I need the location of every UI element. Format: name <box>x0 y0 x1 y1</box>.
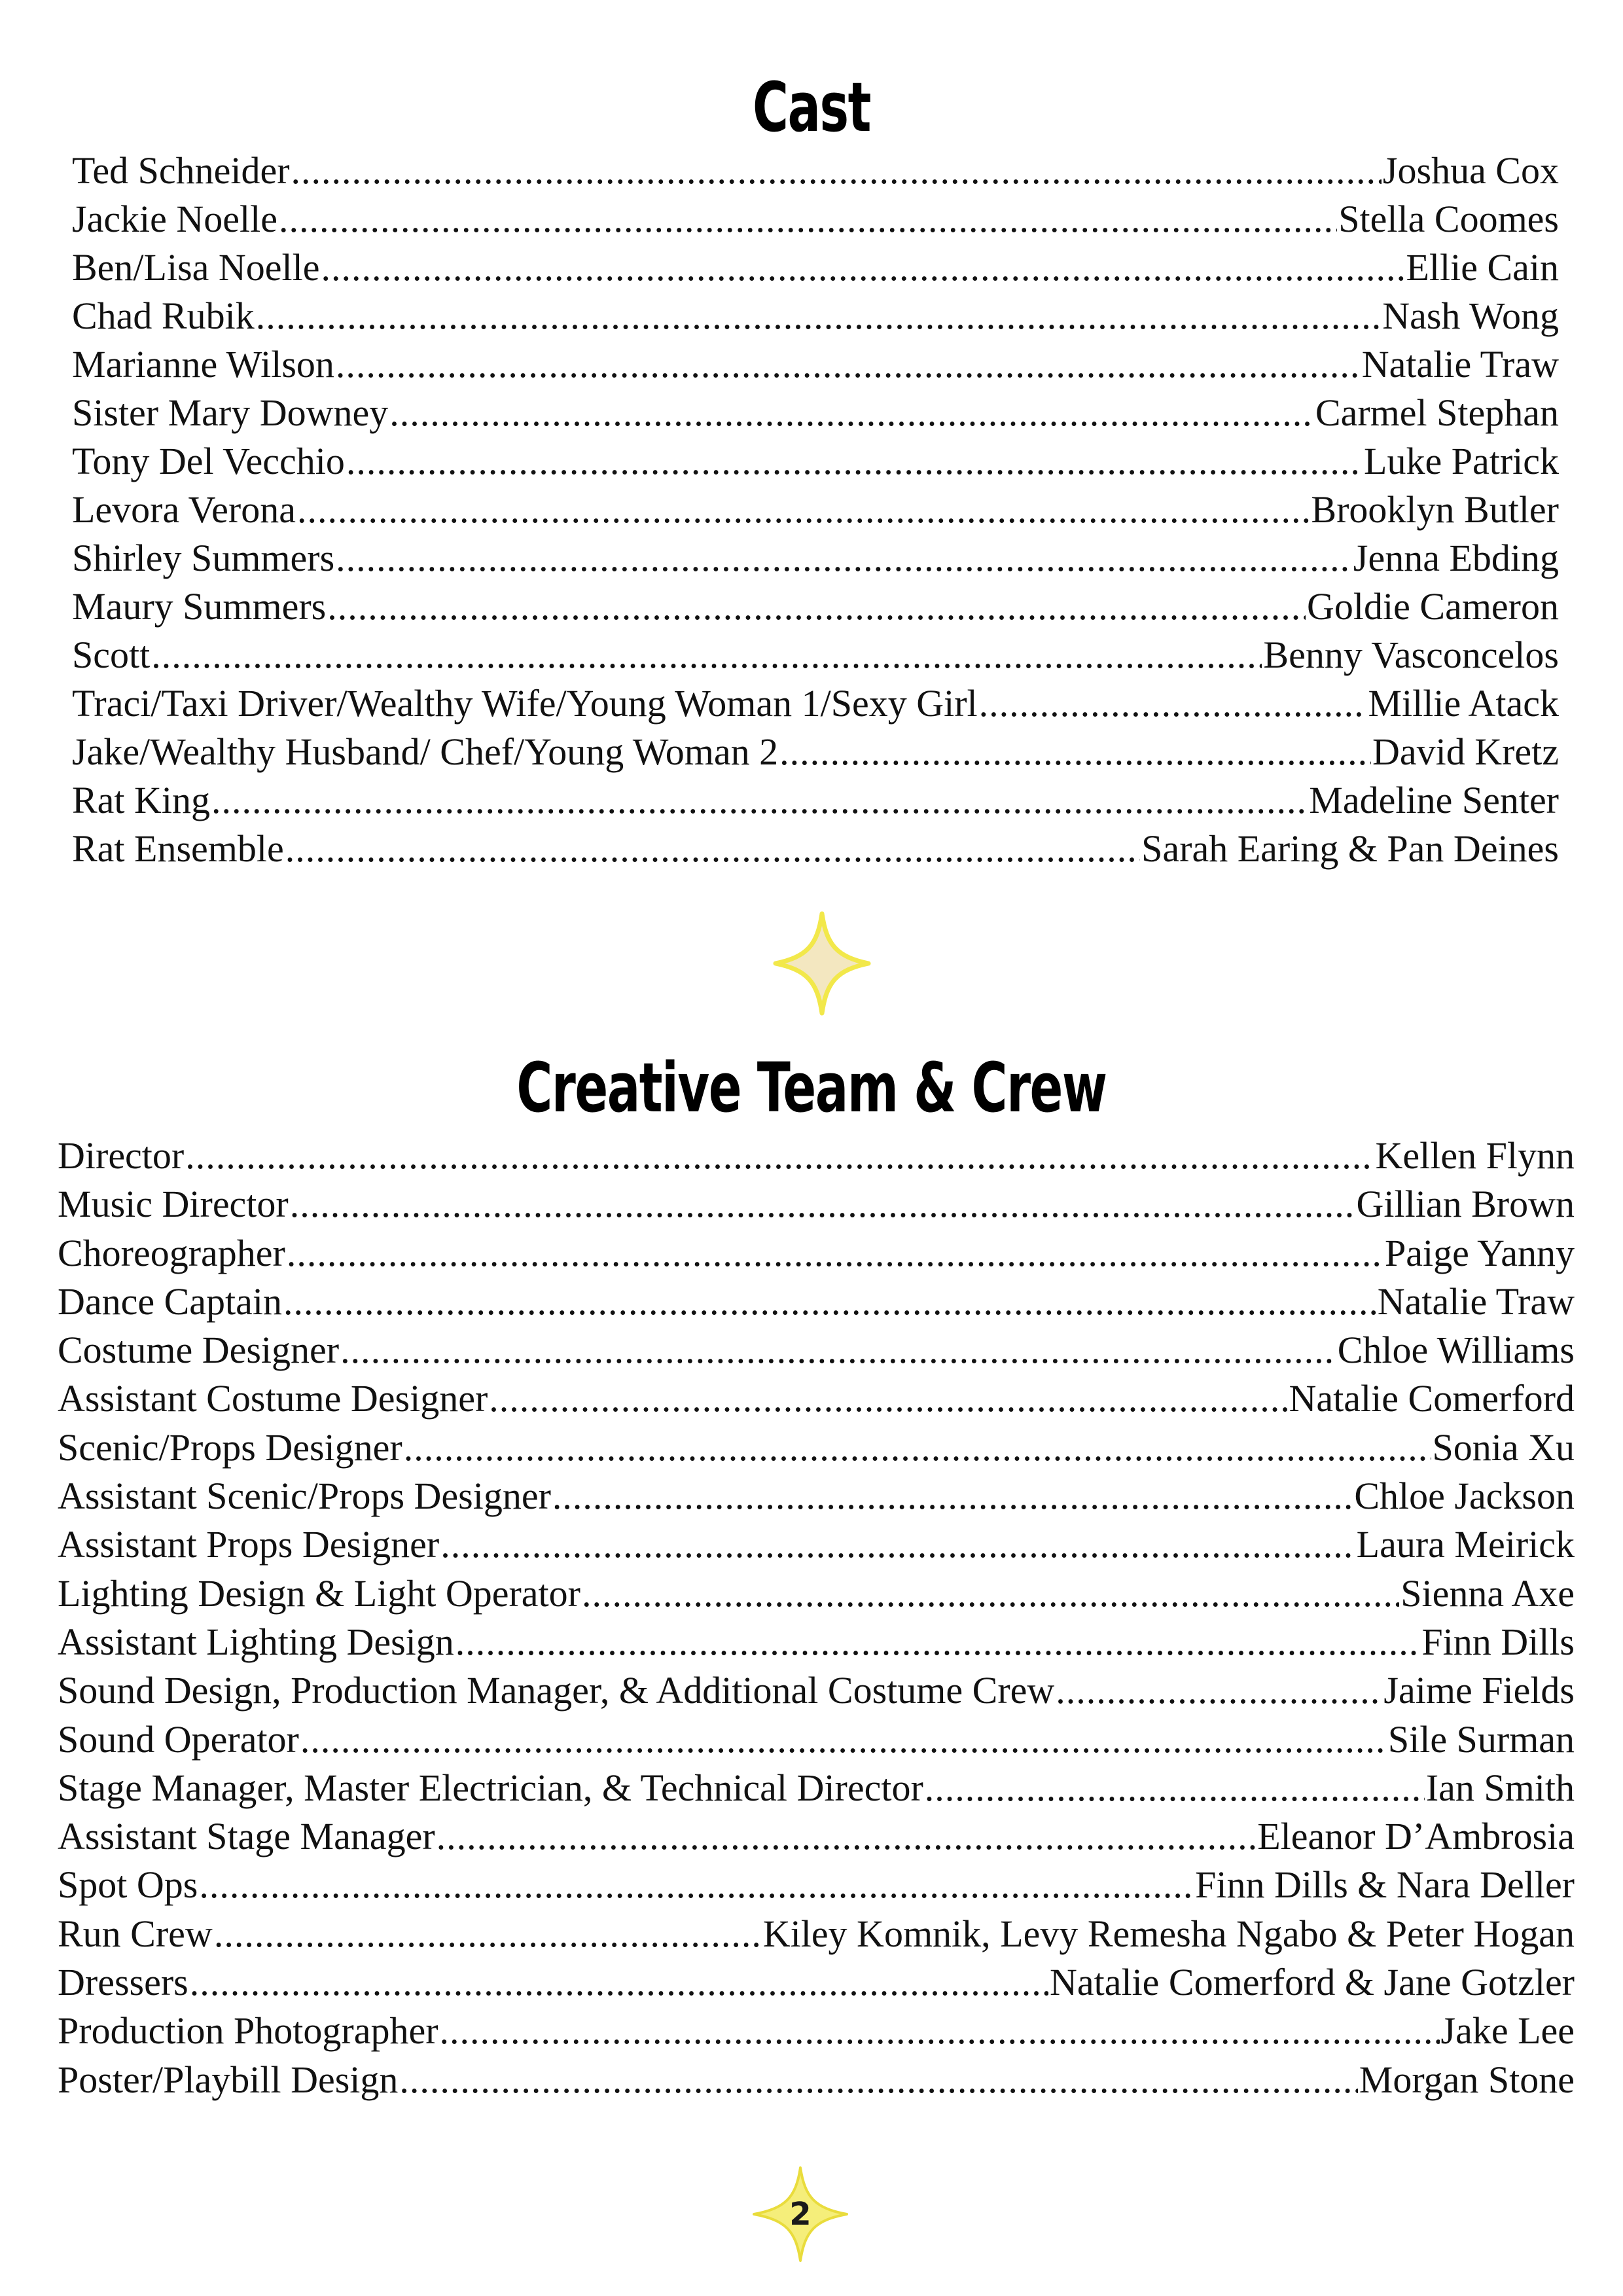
credit-role: Costume Designer <box>58 1329 340 1372</box>
credit-name: Millie Atack <box>1368 682 1559 725</box>
dot-leader <box>256 292 1382 340</box>
credit-role: Chad Rubik <box>72 295 255 337</box>
credit-name: Natalie Traw <box>1361 343 1559 386</box>
dot-leader <box>399 2056 1357 2104</box>
credit-name: Paige Yanny <box>1384 1231 1575 1274</box>
credit-name: Sile Surman <box>1387 1717 1575 1761</box>
dot-leader <box>185 1132 1374 1180</box>
credit-name: Natalie Traw <box>1377 1280 1575 1323</box>
dot-leader <box>321 243 1405 292</box>
credit-row <box>72 728 1559 776</box>
credit-row <box>72 486 1559 534</box>
credit-name: Jaime Fields <box>1383 1669 1575 1712</box>
credit-role: Ben/Lisa Noelle <box>72 246 320 289</box>
credit-row <box>58 1812 1575 1861</box>
credit-role: Rat Ensemble <box>72 827 284 870</box>
dot-leader <box>455 1618 1421 1666</box>
credit-name: Benny Vasconcelos <box>1263 634 1559 676</box>
dot-leader <box>291 147 1382 195</box>
credit-name: Finn Dills <box>1421 1620 1575 1663</box>
dot-leader <box>297 486 1310 534</box>
credit-row <box>72 195 1559 243</box>
dot-leader <box>437 1812 1257 1861</box>
credit-role: Music Director <box>58 1183 289 1226</box>
credit-row <box>58 1958 1575 2007</box>
credit-role: Sound Design, Production Manager, & Additional Costume Crew <box>58 1669 1055 1712</box>
credit-role: Shirley Summers <box>72 537 335 579</box>
dot-leader <box>1056 1666 1382 1715</box>
credit-row <box>58 1374 1575 1423</box>
dot-leader <box>440 2007 1440 2055</box>
credit-role: Dance Captain <box>58 1280 283 1323</box>
credit-name: Kellen Flynn <box>1375 1134 1575 1177</box>
credit-name: Stella Coomes <box>1338 198 1559 240</box>
credit-row <box>58 1180 1575 1229</box>
credit-row <box>58 1229 1575 1278</box>
dot-leader <box>440 1520 1355 1569</box>
credit-role: Jake/Wealthy Husband/ Chef/Young Woman 2 <box>72 730 779 773</box>
credit-name: Gillian Brown <box>1356 1183 1575 1226</box>
credit-name: Laura Meirick <box>1356 1523 1575 1566</box>
credit-row <box>58 1132 1575 1180</box>
credit-name: Nash Wong <box>1382 295 1559 337</box>
credit-role: Scott <box>72 634 151 676</box>
credit-role: Tony Del Vecchio <box>72 440 345 482</box>
credit-role: Traci/Taxi Driver/Wealthy Wife/Young Woman 1/Sexy Girl <box>72 682 978 725</box>
dot-leader <box>290 1180 1355 1229</box>
dot-leader <box>346 437 1363 486</box>
credit-row <box>58 2056 1575 2104</box>
credit-name: Kiley Komnik, Levy Remesha Ngabo & Peter Hogan <box>762 1912 1575 1955</box>
credit-name: Jenna Ebding <box>1353 537 1559 579</box>
credit-role: Spot Ops <box>58 1863 198 1907</box>
dot-leader <box>300 1715 1387 1764</box>
dot-leader <box>199 1861 1194 1909</box>
credit-row <box>58 1666 1575 1715</box>
credit-role: Poster/Playbill Design <box>58 2058 399 2101</box>
credit-row <box>72 534 1559 583</box>
credit-row <box>72 825 1559 873</box>
dot-leader <box>925 1764 1425 1812</box>
credit-name: Sonia Xu <box>1432 1426 1575 1469</box>
credit-role: Rat King <box>72 779 211 821</box>
credit-role: Marianne Wilson <box>72 343 334 386</box>
dot-leader <box>211 776 1308 825</box>
credit-row <box>58 1424 1575 1472</box>
dot-leader <box>214 1910 762 1958</box>
credit-row <box>72 679 1559 728</box>
credit-name: Eleanor D’Ambrosia <box>1257 1815 1575 1858</box>
credit-role: Production Photographer <box>58 2009 438 2053</box>
credit-role: Sound Operator <box>58 1717 299 1761</box>
dot-leader <box>552 1472 1353 1520</box>
credit-row <box>58 1861 1575 1909</box>
credit-role: Ted Schneider <box>72 149 290 192</box>
cast-list <box>72 147 1559 873</box>
credit-row <box>58 1764 1575 1812</box>
credit-role: Assistant Props Designer <box>58 1523 440 1566</box>
credit-row <box>58 2007 1575 2055</box>
credit-name: Carmel Stephan <box>1315 391 1559 434</box>
credit-row <box>72 292 1559 340</box>
credit-role: Levora Verona <box>72 488 296 531</box>
credit-row <box>72 340 1559 389</box>
crew-heading: Creative Team & Crew <box>516 1048 1107 1128</box>
dot-leader <box>287 1229 1383 1278</box>
credit-role: Assistant Lighting Design <box>58 1620 454 1663</box>
credit-name: Natalie Comerford <box>1289 1377 1575 1420</box>
credit-name: Jake Lee <box>1440 2009 1575 2053</box>
credit-name: Natalie Comerford & Jane Gotzler <box>1049 1961 1575 2004</box>
credit-row <box>58 1715 1575 1764</box>
star-divider-icon <box>773 911 871 1016</box>
credit-row <box>58 1326 1575 1374</box>
credit-row <box>58 1570 1575 1618</box>
credit-name: Morgan Stone <box>1359 2058 1575 2101</box>
credit-name: Sienna Axe <box>1400 1571 1575 1615</box>
credit-role: Stage Manager, Master Electrician, & Technical Director <box>58 1766 923 1809</box>
dot-leader <box>979 679 1367 728</box>
dot-leader <box>582 1570 1399 1618</box>
credit-row <box>72 631 1559 679</box>
credit-role: Dressers <box>58 1961 188 2004</box>
page-number: 2 <box>789 2196 812 2233</box>
cast-heading: Cast <box>752 67 871 147</box>
credit-role: Sister Mary Downey <box>72 391 389 434</box>
credit-row <box>72 389 1559 437</box>
credit-row <box>58 1278 1575 1326</box>
credit-name: Chloe Jackson <box>1354 1475 1575 1518</box>
credit-name: Joshua Cox <box>1382 149 1559 192</box>
dot-leader <box>389 389 1314 437</box>
credit-row <box>58 1472 1575 1520</box>
credit-row <box>72 147 1559 195</box>
credit-role: Choreographer <box>58 1231 285 1274</box>
credit-name: Luke Patrick <box>1364 440 1559 482</box>
credit-role: Maury Summers <box>72 585 327 628</box>
credit-row <box>72 243 1559 292</box>
credit-name: Ellie Cain <box>1406 246 1559 289</box>
credit-name: Ian Smith <box>1425 1766 1575 1809</box>
dot-leader <box>151 631 1262 679</box>
credit-row <box>58 1520 1575 1569</box>
dot-leader <box>336 340 1361 389</box>
credit-role: Assistant Scenic/Props Designer <box>58 1475 551 1518</box>
credit-role: Assistant Costume Designer <box>58 1377 488 1420</box>
credit-name: Brooklyn Butler <box>1311 488 1559 531</box>
credit-name: Chloe Williams <box>1337 1329 1575 1372</box>
dot-leader <box>336 534 1352 583</box>
page-number-badge <box>751 2165 849 2263</box>
dot-leader <box>285 825 1140 873</box>
dot-leader <box>279 195 1337 243</box>
credit-name: Goldie Cameron <box>1307 585 1559 628</box>
credit-role: Director <box>58 1134 185 1177</box>
crew-list <box>58 1132 1575 2104</box>
credit-row <box>58 1618 1575 1666</box>
credit-role: Scenic/Props Designer <box>58 1426 402 1469</box>
credit-role: Jackie Noelle <box>72 198 278 240</box>
credit-name: David Kretz <box>1372 730 1559 773</box>
credit-name: Sarah Earing & Pan Deines <box>1141 827 1559 870</box>
dot-leader <box>489 1374 1287 1423</box>
credit-row <box>72 437 1559 486</box>
dot-leader <box>327 583 1306 631</box>
credit-row <box>58 1910 1575 1958</box>
credit-row <box>72 776 1559 825</box>
credit-role: Lighting Design & Light Operator <box>58 1571 580 1615</box>
dot-leader <box>779 728 1371 776</box>
credit-row <box>72 583 1559 631</box>
credit-role: Assistant Stage Manager <box>58 1815 435 1858</box>
dot-leader <box>340 1326 1336 1374</box>
credit-role: Run Crew <box>58 1912 213 1955</box>
dot-leader <box>404 1424 1431 1472</box>
credit-name: Finn Dills & Nara Deller <box>1195 1863 1575 1907</box>
credit-name: Madeline Senter <box>1309 779 1559 821</box>
dot-leader <box>283 1278 1376 1326</box>
dot-leader <box>190 1958 1048 2007</box>
